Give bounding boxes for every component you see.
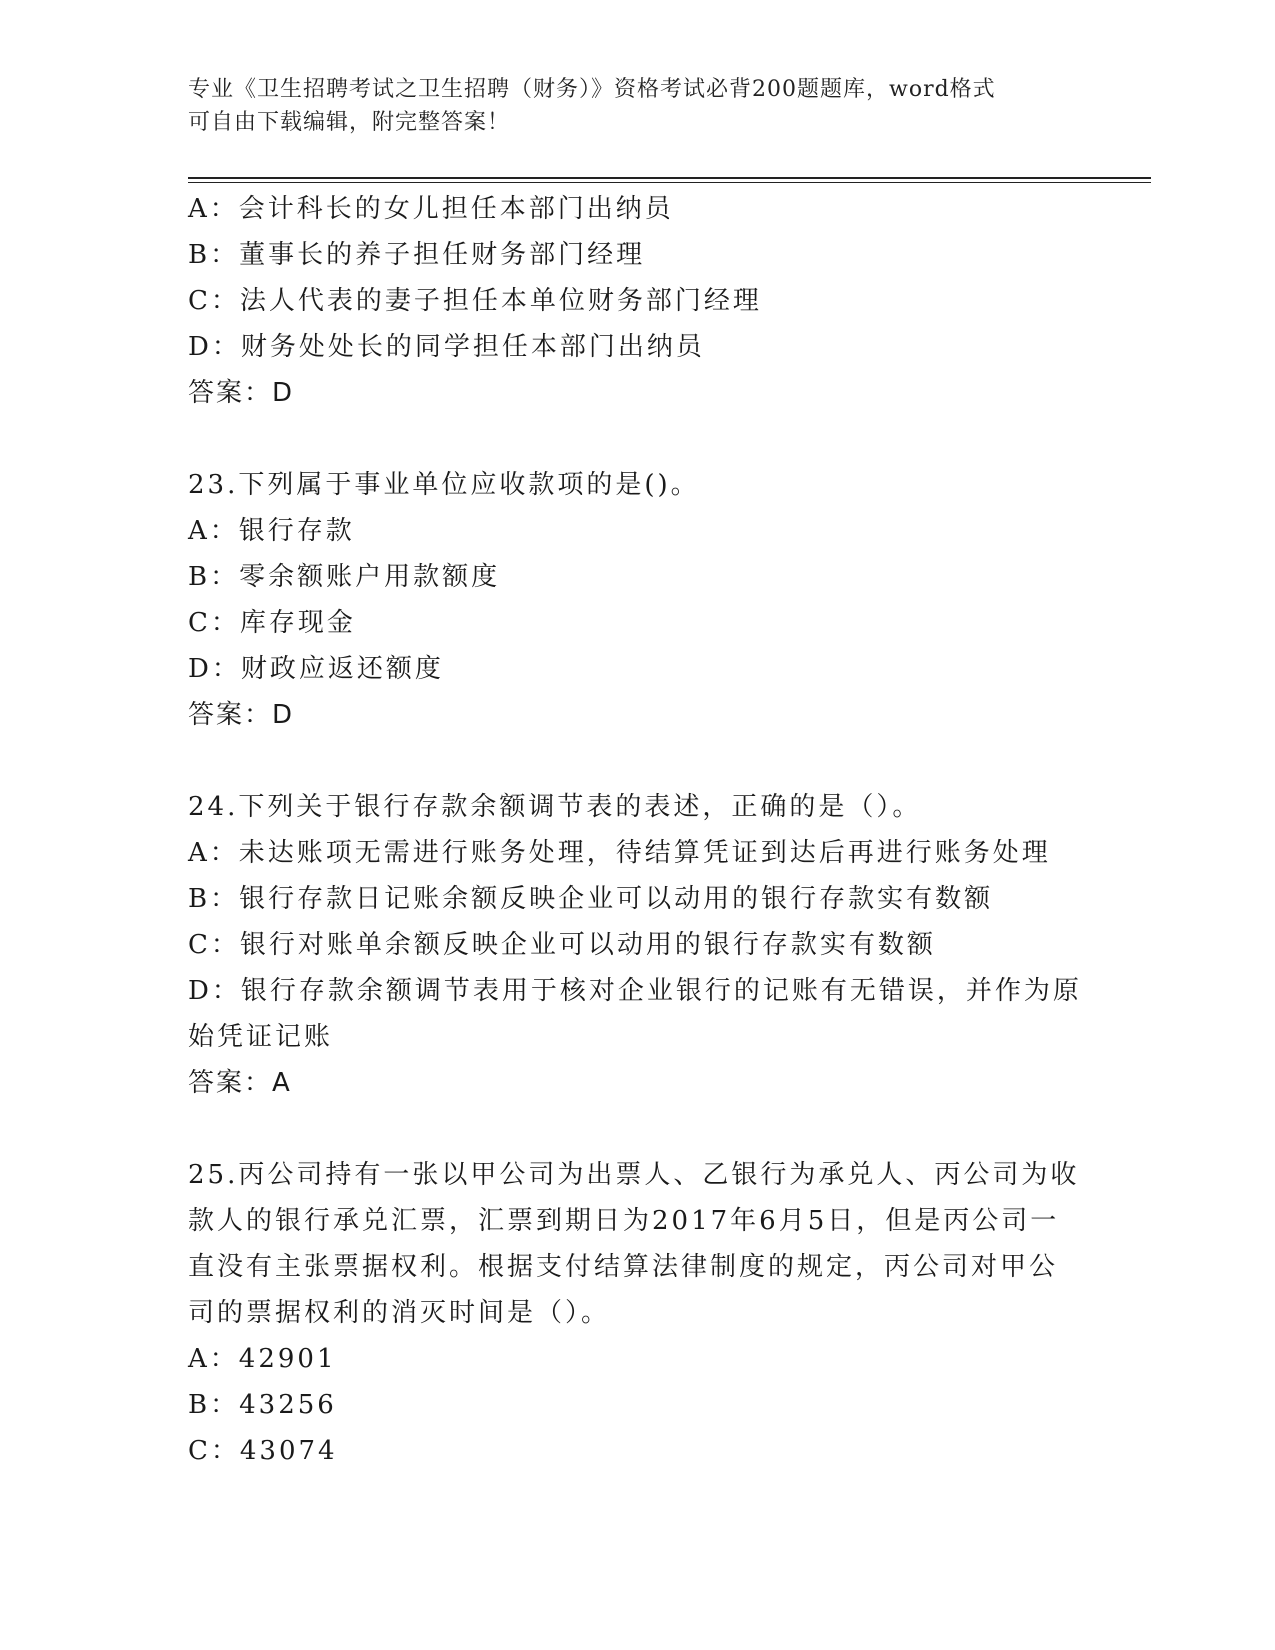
option-a: A：银行存款 (188, 516, 355, 546)
option-b: B：43256 (188, 1390, 337, 1420)
option-a: A：未达账项无需进行账务处理，待结算凭证到达后再进行账务处理 (188, 838, 1051, 868)
question-stem: 24.下列关于银行存款余额调节表的表述，正确的是（）。 (188, 792, 922, 822)
option-b: B：银行存款日记账余额反映企业可以动用的银行存款实有数额 (188, 884, 994, 914)
option-d: D：财政应返还额度 (188, 654, 444, 684)
option-c: C：银行对账单余额反映企业可以动用的银行存款实有数额 (188, 930, 936, 960)
option-a: A：会计科长的女儿担任本部门出纳员 (188, 194, 674, 224)
header-line-1: 专业《卫生招聘考试之卫生招聘（财务）》资格考试必背200题题库，word格式 (188, 77, 996, 102)
option-d: D：银行存款余额调节表用于核对企业银行的记账有无错误，并作为原 (188, 976, 1082, 1006)
question-23 (188, 462, 1068, 738)
answer-line: 答案：D (188, 700, 295, 730)
option-d-continuation: 始凭证记账 (188, 1022, 334, 1052)
question-stem-line-4: 司的票据权利的消灭时间是（）。 (188, 1298, 611, 1328)
spacer (188, 738, 1068, 784)
question-25 (188, 1152, 1080, 1474)
question-stem-line-3: 直没有主张票据权利。根据支付结算法律制度的规定，丙公司对甲公 (188, 1252, 1059, 1282)
answer-line: 答案：A (188, 1068, 292, 1098)
option-d: D：财务处处长的同学担任本部门出纳员 (188, 332, 705, 362)
header-rule-thick (188, 177, 1151, 179)
option-b: B：零余额账户用款额度 (188, 562, 501, 592)
header-line-2: 可自由下载编辑，附完整答案！ (188, 110, 511, 135)
option-b: B：董事长的养子担任财务部门经理 (188, 240, 646, 270)
option-c: C：法人代表的妻子担任本单位财务部门经理 (188, 286, 762, 316)
question-24 (188, 784, 1082, 1106)
question-stem: 23.下列属于事业单位应收款项的是()。 (188, 470, 700, 500)
spacer (188, 1106, 1068, 1152)
header-rule-thin (188, 182, 1151, 183)
document-header (188, 73, 1068, 139)
question-stem-line-2: 款人的银行承兑汇票，汇票到期日为2017年6月5日，但是丙公司一 (188, 1206, 1060, 1236)
option-a: A：42901 (188, 1344, 337, 1374)
answer-line: 答案：D (188, 378, 295, 408)
option-c: C：43074 (188, 1436, 338, 1466)
option-c: C：库存现金 (188, 608, 356, 638)
question-list (188, 186, 1082, 1474)
question-stem-line-1: 25.丙公司持有一张以甲公司为出票人、乙银行为承兑人、丙公司为收 (188, 1160, 1080, 1190)
spacer (188, 416, 1068, 462)
question-22 (188, 186, 1068, 416)
